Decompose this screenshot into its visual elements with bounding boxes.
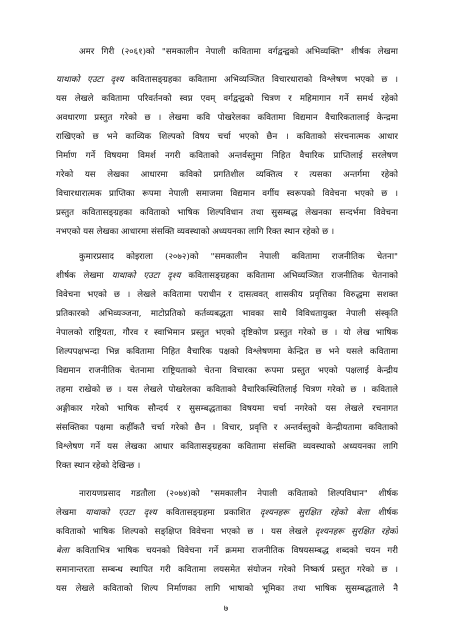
paragraph-3-line-1: नारायणप्रसाद गडतौला (२०७४)को "समकालीन नेपाली कविताको शिल्पविधान" शीर्षक (79, 489, 398, 499)
paragraph-2-line-6: शिल्पपक्षभन्दा भिन्न कवितामा निहित वैचारिक पक्षको विश्लेषणमा केन्द्रित छ भने यसले कवितामा (56, 347, 398, 357)
paragraph-3-line-6: यस लेखले कविताको शिल्प निर्माणका लागि भाषाको भूमिका तथा भाषिक सुसम्बद्धताले नै (56, 584, 398, 594)
paragraph-2-line-9: अङ्गीकार गरेको भाषिक सौन्दर्य र सुसम्बद्धताका विषयमा चर्चा नगरेको यस लेखले रचनागत (56, 404, 398, 414)
book-title: याथाको एउटा दृश्य (85, 508, 157, 518)
poem-title: बेला (56, 546, 69, 556)
page-number: ७ (223, 604, 229, 614)
paragraph-2-line-10: संसक्तिका पक्षमा कहीँकतै चर्चा गरेको छैन । विचार, प्रवृत्ति र अन्तर्वस्तुको केन्द्रीयतामा कविताको (56, 423, 398, 433)
paragraph-1-line-5: राखिएको छ भने काव्यिक शिल्पको विषय चर्चा भएको छैन । कविताको संरचनात्मक आधार (56, 132, 398, 142)
paragraph-1-line-8: विचारधारात्मक प्राप्तिका रूपमा नेपाली समाजमा विद्यमान वर्गीय स्वरूपको विवेचना भएको छ । (56, 189, 398, 199)
paragraph-1-line-3: यस लेखले कवितामा परिवर्तनको स्वप्न एवम् वर्गद्वन्द्वको चित्रण र महिमागान गर्ने समर्थ रहेको (56, 94, 398, 104)
paragraph-3-line-4: बेला कविताभित्र भाषिक चयनको विवेचना गर्ने क्रममा राजनीतिक विषयसम्बद्ध शब्दको चयन गरी (56, 546, 398, 556)
paragraph-2-line-3: विवेचना भएको छ । लेखले कवितामा पराधीन र दासत्ववत् शासकीय प्रवृत्तिका विरुद्धमा सशक्त (56, 290, 398, 300)
book-title: याथाको एउटा दृश्य (56, 75, 124, 85)
poem-title: दृश्यनहरू सुरक्षित रहेको बेला (259, 508, 370, 518)
paragraph-3-line-3: कविताको भाषिक शिल्पको सङ्क्षिप्त विवेचना भएको छ । यस लेखले दृश्यनहरू सुरक्षित रहेको (56, 527, 398, 537)
paragraph-3-line-5: समानान्तरता सम्बन्ध स्थापित गरी कवितामा लयसमेत संयोजन गरेको निष्कर्ष प्रस्तुत गरेको छ । (56, 565, 398, 575)
paragraph-2-line-4: प्रतिकारको अभिव्यञ्जना, माटोप्रतिको कर्तव्यबद्धता भावका साथै विविधतायुक्त नेपाली संस्कृति (56, 309, 398, 319)
paragraph-2-line-12: रिक्त स्थान रहेको देखिन्छ । (56, 461, 141, 471)
paragraph-2-line-2: शीर्षक लेखमा याथाको एउटा दृश्य कवितासङ्ग्रहका कवितामा अभिव्यञ्जित राजनीतिक चेतनाको (56, 271, 398, 281)
book-title: याथाको एउटा दृश्य (111, 271, 181, 281)
paragraph-3-line-2: लेखमा याथाको एउटा दृश्य कवितासङ्ग्रहमा प्रकाशित दृश्यनहरू सुरक्षित रहेको बेला शीर्षक (56, 508, 398, 518)
paragraph-1-line-9: प्रस्तुत कवितासङ्ग्रहका कविताको भाषिक शिल्पविधान तथा सुसम्बद्ध लेखनका सन्दर्भमा विवेचना (56, 208, 398, 218)
paragraph-2-line-7: विद्यमान राजनीतिक चेतनामा राष्ट्रियताको चेतना विचारका रूपमा प्रस्तुत भएको पक्षलाई केन्द्रीय (56, 366, 398, 376)
paragraph-1-line-2: याथाको एउटा दृश्य कवितासङ्ग्रहका कवितामा अभिव्यञ्जित विचारधाराको विश्लेषण भएको छ । (56, 75, 398, 85)
paragraph-2-line-11: विश्लेषण गर्ने यस लेखका आधार कवितासङ्ग्रहका कवितामा संसक्ति व्यवस्थाको अध्ययनका लागि (56, 442, 398, 452)
paragraph-1-line-7: गरेको यस लेखका आधारमा कविको प्रगतिशील व्यक्तित्व र त्यसका अन्तर्गमा रहेको (56, 170, 398, 180)
paragraph-2-line-5: नेपालको राष्ट्रियता, गौरव र स्वाभिमान प्रस्तुत भएको दृष्टिकोण प्रस्तुत गरेको छ । यो लेख भाषिक (56, 328, 398, 338)
paragraph-2-line-8: तहमा राखेको छ । यस लेखले पोखरेलका कविताको वैचारिकस्थितिलाई चित्रण गरेको छ । कविताले (56, 385, 398, 395)
paragraph-1-line-1: अमर गिरी (२०६१)को "समकालीन नेपाली कवितामा वर्गद्वन्द्वको अभिव्यक्ति" शीर्षक लेखमा (79, 47, 398, 57)
paragraph-1-line-4: अवधारणा प्रस्तुत गरेको छ । लेखमा कवि पोखरेलका कवितामा विद्यमान वैचारिकतालाई केन्द्रमा (56, 113, 398, 123)
poem-title: दृश्यनहरू सुरक्षित रहेको (314, 527, 398, 537)
paragraph-2-line-1: कुमारप्रसाद कोइराला (२०७२)को "समकालीन नेपाली कवितामा राजनीतिक चेतना" (79, 252, 398, 262)
paragraph-1-line-6: निर्माण गर्ने विषयमा विमर्श नगरी कविताको अन्तर्वस्तुमा निहित वैचारिक प्राप्तिलाई सरलेषण (56, 151, 398, 161)
paragraph-1-line-10: नभएको यस लेखका आधारमा संसक्ति व्यवस्थाको अध्ययनका लागि रिक्त स्थान रहेको छ । (56, 227, 335, 237)
